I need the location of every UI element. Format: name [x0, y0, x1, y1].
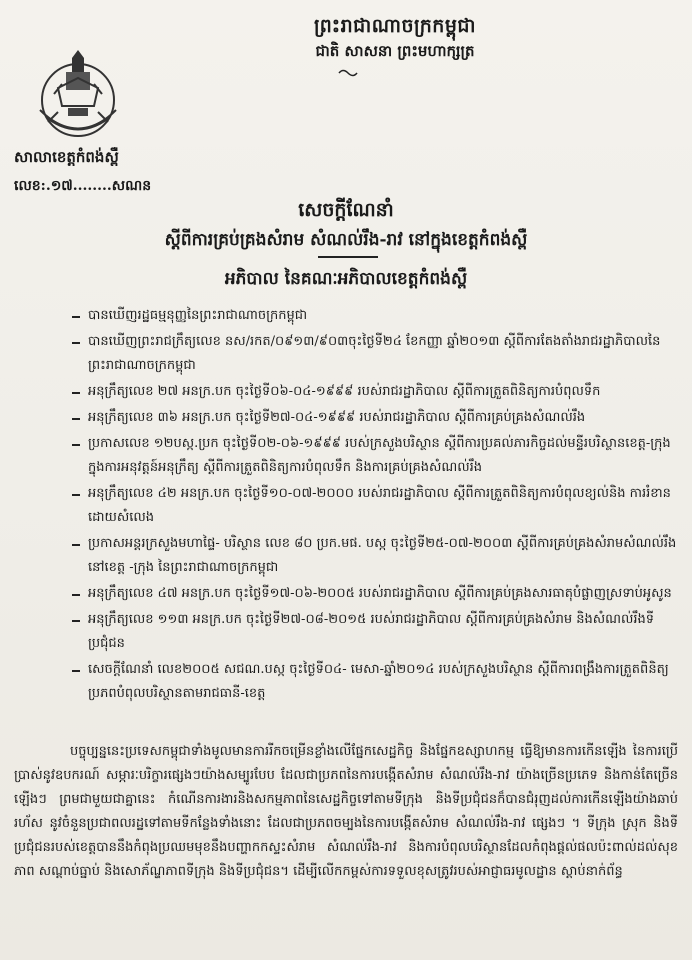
reference-item: អនុក្រឹត្យលេខ ២៧ អនក្រ.បក ចុះថ្ងៃទី០៦-០៤-១៩៩៩ របស់រាជរដ្ឋាភិបាល ស្តីពីការត្រួតពិនិត្យការបំពុលទឹក: [70, 380, 680, 404]
title-divider: [318, 256, 378, 258]
reference-item: បានឃើញរដ្ឋធម្មនុញ្ញនៃព្រះរាជាណាចក្រកម្ពុជា: [70, 304, 680, 328]
document-subject: ស្តីពីការគ្រប់គ្រងសំរាម សំណល់រឹង-រាវ នៅក្នុងខេត្តកំពង់ស្ពឺ: [164, 230, 528, 250]
body-paragraph: បច្ចុប្បន្ននេះប្រទេសកម្ពុជាទាំងមូលមានការរីកចម្រើនខ្លាំងលើផ្នែកសេដ្ឋកិច្ច និងផ្នែកឧស្សាហកម្ម ធ្វើឱ្យមានការកើនឡើង នៃការប្រើប្រាស់នូវឧបករណ៍ សម្ភារៈបរិក្ខារផ្សេងៗយ៉ាងសម្បូរបែប ដែលជាប្រភពនៃការបង្កើតសំរាម សំណល់រឹង-រាវ យ៉ាងច្រើនប្រភេទ និងកាន់តែច្រើនឡើងៗ ព្រមជាមួយជាគ្នានេះ កំណើនការងារនិងសកម្មភាពនៃសេដ្ឋកិច្ចទៅតាមទីក្រុង និងទីប្រជុំជនក៏បានជំរុញដល់ការកើនឡើងយ៉ាងឆាប់រហ័ស នូវចំនួនប្រជាពលរដ្ឋទៅតាមទីកន្លែងទាំងនោះ ដែលជាប្រភពចម្បងនៃការបង្កើតសំរាម សំណល់រឹង-រាវ ផ្សេងៗ ។ ទីក្រុង ស្រុក និងទីប្រជុំជនរបស់ខេត្តបាននឹងកំពុងប្រឈមមុខនឹងបញ្ហាកកស្ទះសំរាម សំណល់រឹង-រាវ និងការបំពុលបរិស្ថានដែលកំពុងផ្តល់ផលប៉ះពាល់ដល់សុខភាព សណ្តាប់ធ្នាប់ និងសោភ័ណ្ឌភាពទីក្រុង និងទីប្រជុំជន។ ដើម្បីលើកកម្ពស់ការទទួលខុសត្រូវរបស់អាជ្ញាធរមូលដ្ឋាន ស្តាប់នាក់ព័ន្ធ: [14, 744, 678, 879]
reference-item: ប្រកាសអន្តរក្រសួងមហាផ្ទៃ- បរិស្ថាន លេខ ៨០ ប្រក.មផ. បស្ក ចុះថ្ងៃទី២៥-០៧-២០០៣ ស្តីពីការគ្រប់គ្រងសំរាមសំណល់រឹង នៅខេត្ត -ក្រុង នៃព្រះរាជាណាចក្រកម្ពុជា: [70, 532, 680, 580]
provincial-emblem: [28, 48, 128, 148]
legal-references-list: [70, 304, 680, 708]
reference-item: អនុក្រឹត្យលេខ ៤៧ អនក្រ.បក ចុះថ្ងៃទី១៧-០៦-២០០៥ របស់រាជរដ្ឋាភិបាល ស្តីពីការគ្រប់គ្រងសារធាតុបំផ្លាញស្រទាប់អូសូន: [70, 582, 680, 606]
reference-item: ប្រកាសលេខ ១២បស្ក.ប្រក ចុះថ្ងៃទី០២-០៦-១៩៩៩ របស់ក្រសួងបរិស្ថាន ស្តីពីការប្រគល់ភារកិច្ចដល់មន្ទីរបរិស្ថានខេត្ត-ក្រុង ក្នុងការអនុវត្តន៍អនុក្រឹត្យ ស្តីពីការត្រួតពិនិត្យការបំពុលទឹក និងការគ្រប់គ្រងសំណល់រឹង: [70, 432, 680, 480]
flourish-ornament: [338, 68, 358, 78]
national-motto: ជាតិ សាសនា ព្រះមហាក្សត្រ: [315, 42, 475, 60]
issuing-office: សាលាខេត្តកំពង់ស្ពឺ: [14, 148, 119, 166]
kingdom-heading: ព្រះរាជាណាចក្រកម្ពុជា: [314, 15, 476, 37]
document-type-title: សេចក្តីណែនាំ: [298, 199, 394, 221]
reference-item: អនុក្រឹត្យលេខ ៤២ អនក្រ.បក ចុះថ្ងៃទី១០-០៧-២០០០ របស់រាជរដ្ឋាភិបាល ស្តីពីការត្រួតពិនិត្យការបំពុលខ្យល់និង ការរំខានដោយសំលេង: [70, 482, 680, 530]
issuing-authority: អភិបាល នៃគណៈអភិបាលខេត្តកំពង់ស្ពឺ: [224, 269, 468, 289]
reference-item: អនុក្រឹត្យលេខ ១១៣ អនក្រ.បក ចុះថ្ងៃទី២៧-០៨-២០១៥ របស់រាជរដ្ឋាភិបាល ស្តីពីការគ្រប់គ្រងសំរាម និងសំណល់រឹងទីប្រជុំជន: [70, 608, 680, 656]
reference-item: អនុក្រឹត្យលេខ ៣៦ អនក្រ.បក ចុះថ្ងៃទី២៧-០៤-១៩៩៩ របស់រាជរដ្ឋាភិបាល ស្តីពីការគ្រប់គ្រងសំណល់រឹង: [70, 406, 680, 430]
document-number: លេខ:.១៧........សណន: [14, 178, 152, 194]
reference-item: សេចក្តីណែនាំ លេខ២០០៥ សជណ.បស្ក ចុះថ្ងៃទី០៤- មេសា-ឆ្នាំ២០១៤ របស់ក្រសួងបរិស្ថាន ស្តីពីការពង្រឹងការត្រួតពិនិត្យប្រភពបំពុលបរិស្ថានតាមរាជធានី-ខេត្ត: [70, 658, 680, 706]
reference-item: បានឃើញព្រះរាជក្រឹត្យលេខ នស/រកត/០៩១៣/៩០៣ចុះថ្ងៃទី២៤ ខែកញ្ញា ឆ្នាំ២០១៣ ស្តីពីការតែងតាំងរាជរដ្ឋាភិបាលនៃព្រះរាជាណាចក្រកម្ពុជា: [70, 330, 680, 378]
